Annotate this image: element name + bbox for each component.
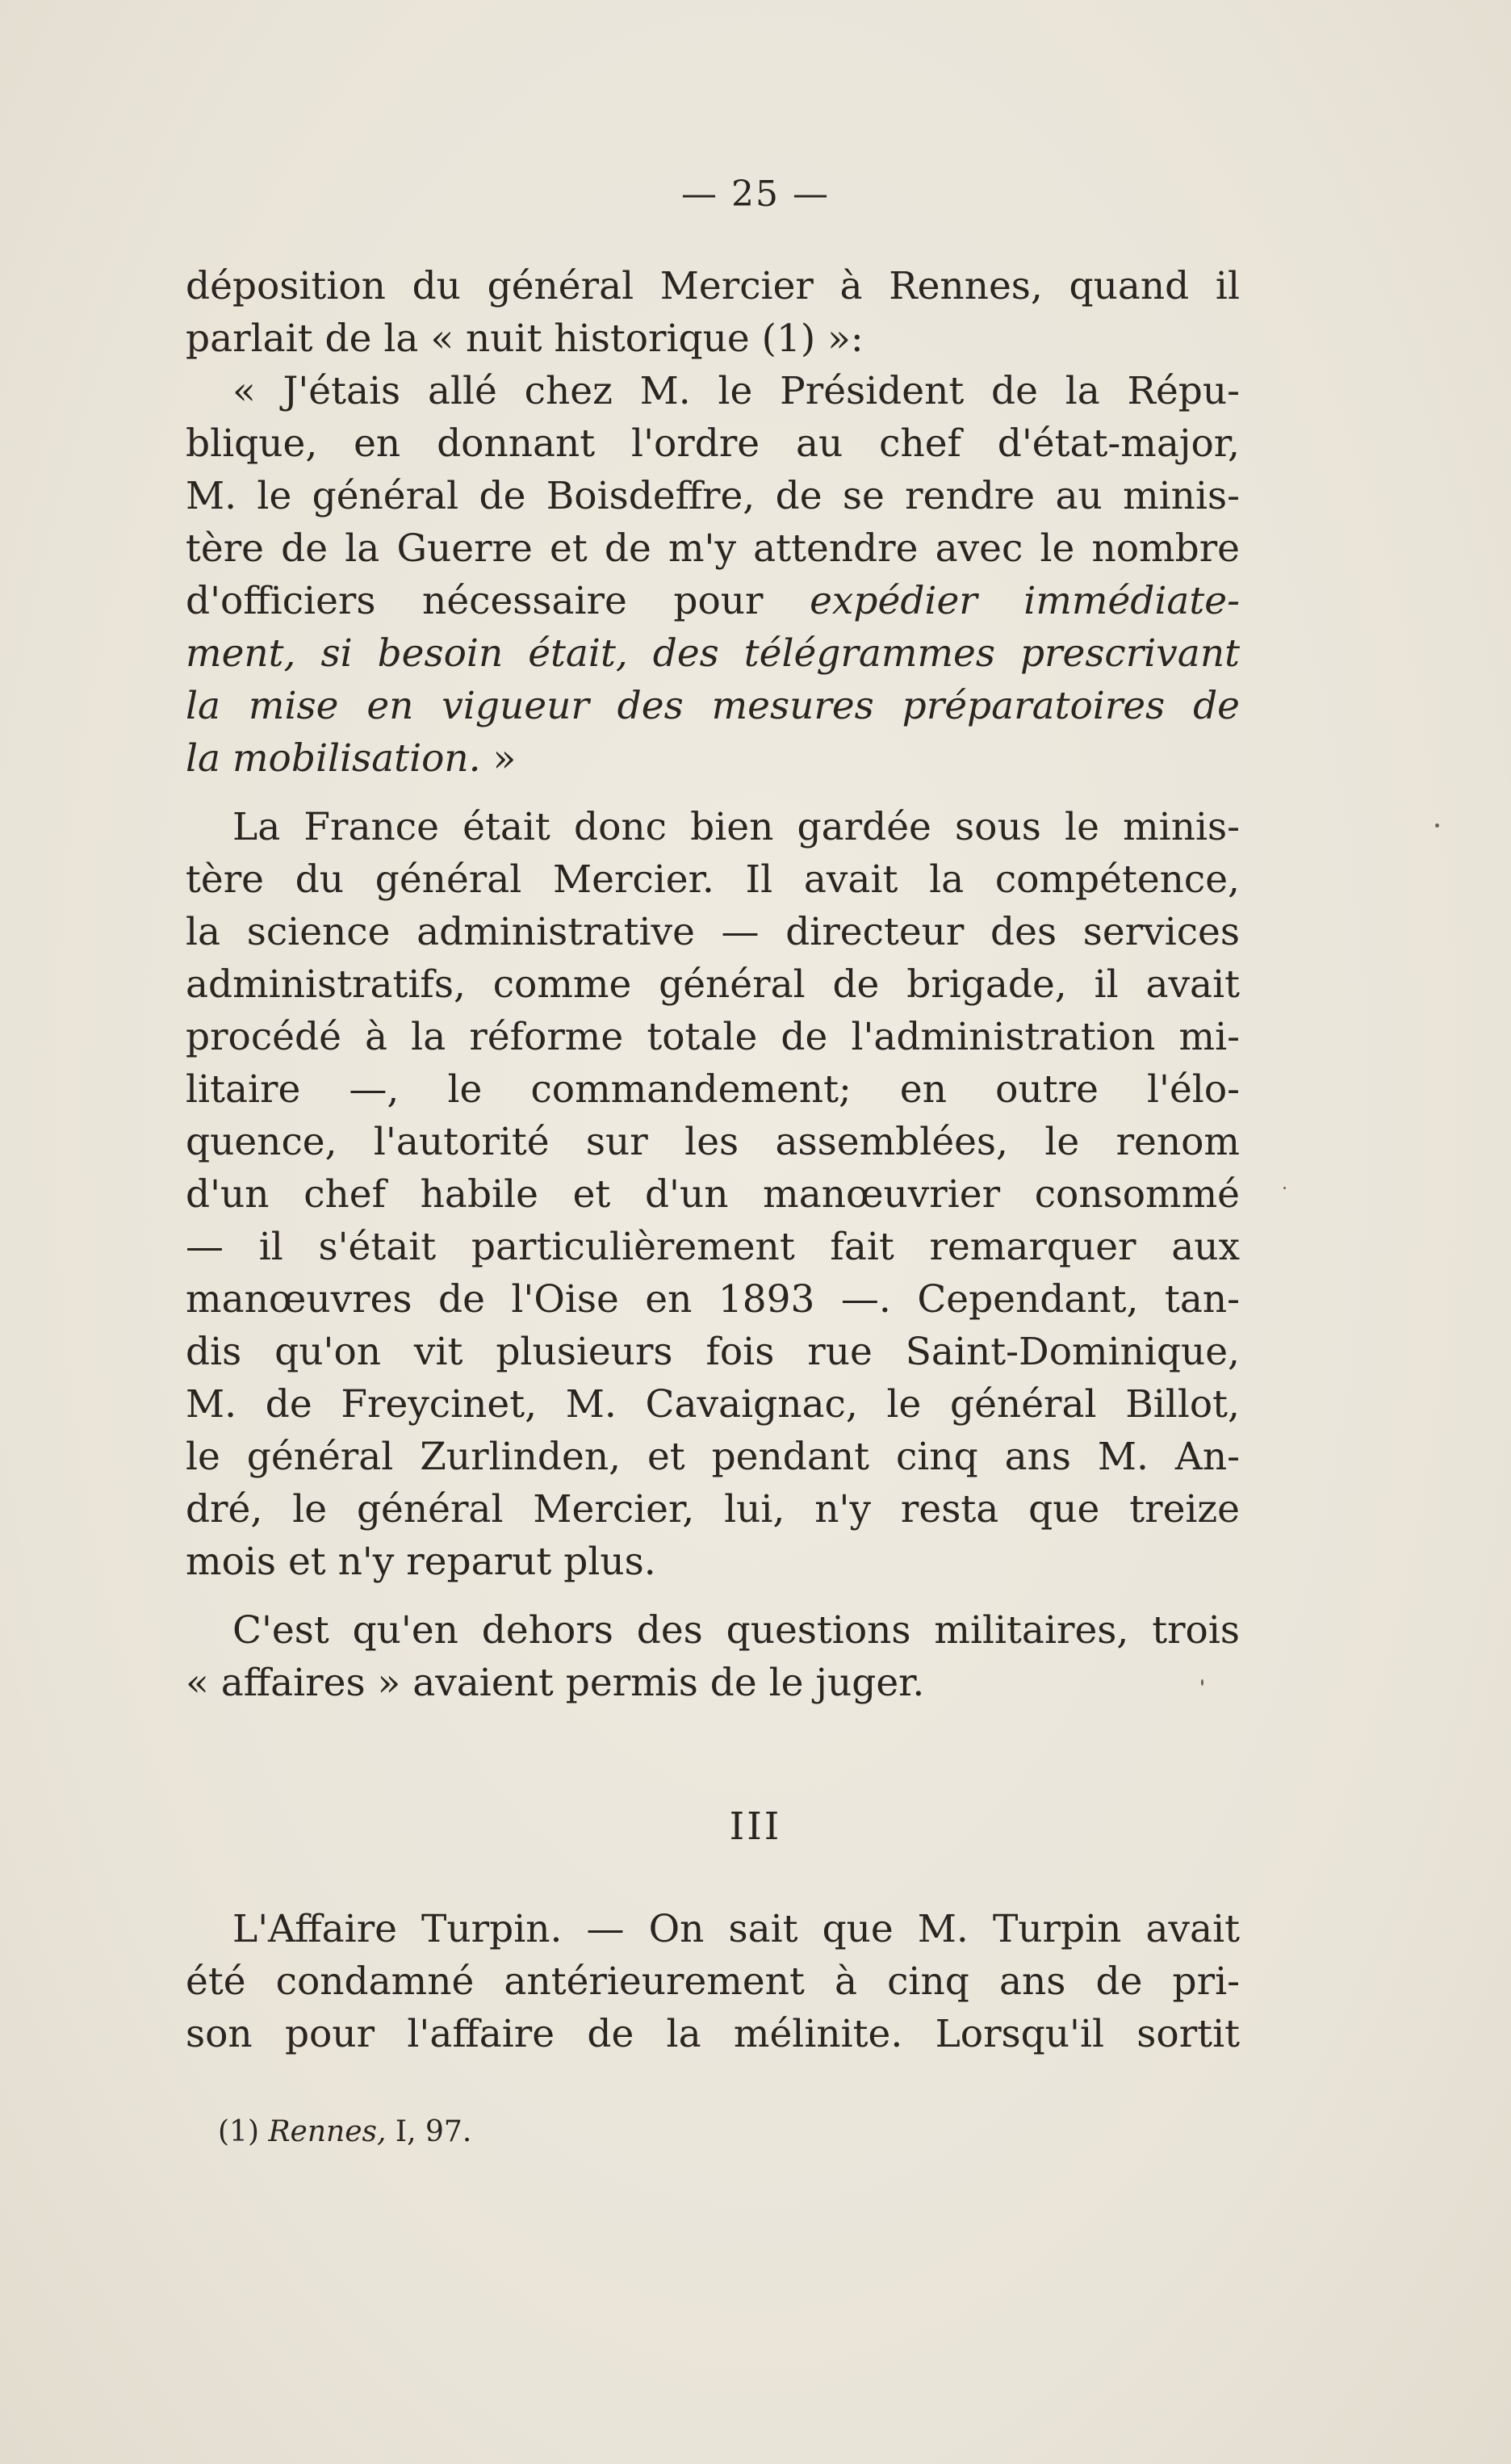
text-line: L'Affaire Turpin. — On sait que M. Turpin avait [232, 1907, 1240, 1951]
text-line: mois et n'y reparut plus. [186, 1540, 656, 1584]
paper-speck [1435, 823, 1439, 828]
section-heading: III [729, 1804, 782, 1849]
text-line: — il s'était particulièrement fait remarquer aux [186, 1225, 1240, 1269]
text-line: blique, en donnant l'ordre au chef d'état-major, [186, 421, 1240, 466]
text-line: M. de Freycinet, M. Cavaignac, le général Billot, [186, 1382, 1240, 1427]
footnote-ref: I, 97. [386, 2115, 472, 2148]
text-line: d'un chef habile et d'un manœuvrier consommé [186, 1172, 1240, 1217]
text-segment: » [480, 736, 517, 781]
footnote-marker: (1) [218, 2115, 259, 2148]
paper-speck [1283, 1187, 1286, 1189]
text-line: parlait de la « nuit historique (1) »: [186, 316, 864, 361]
text-line: dré, le général Mercier, lui, n'y resta que treize [186, 1487, 1240, 1532]
text-line: son pour l'affaire de la mélinite. Lorsqu'il sortit [186, 2012, 1240, 2056]
text-line [186, 630, 1240, 678]
italic-segment: la mobilisation. [186, 736, 481, 781]
text-line: été condamné antérieurement à cinq ans de pri- [186, 1959, 1240, 2004]
text-line: dis qu'on vit plusieurs fois rue Saint-Dominique, [186, 1330, 1240, 1374]
text-segment: d'officiers nécessaire pour [186, 579, 764, 623]
italic-segment: expédier immédiate- [810, 579, 1240, 623]
text-line: quence, l'autorité sur les assemblées, le renom [186, 1120, 1240, 1164]
page-number: — 25 — [681, 174, 830, 215]
text-line [186, 577, 1240, 626]
text-line: tère du général Mercier. Il avait la compétence, [186, 857, 1240, 902]
text-line: tère de la Guerre et de m'y attendre avec le nombre [186, 526, 1240, 571]
text-line [186, 682, 1240, 731]
text-line: la science administrative — directeur des services [186, 910, 1240, 954]
footnote [218, 2114, 471, 2151]
text-line: « affaires » avaient permis de le juger. [186, 1661, 925, 1705]
text-line: C'est qu'en dehors des questions militaires, trois [232, 1608, 1240, 1653]
text-line: administratifs, comme général de brigade, il avait [186, 962, 1240, 1007]
text-line: le général Zurlinden, et pendant cinq ans M. An- [186, 1435, 1240, 1479]
text-line: litaire —, le commandement; en outre l'élo- [186, 1067, 1240, 1112]
text-line: M. le général de Boisdeffre, de se rendre au minis- [186, 474, 1240, 518]
text-line: procédé à la réforme totale de l'administration mi- [186, 1015, 1240, 1059]
italic-segment: ment, si besoin était, des télégrammes prescrivant [186, 631, 1240, 676]
paper-speck [1201, 1679, 1203, 1686]
text-line: « J'étais allé chez M. le Président de la Répu- [232, 369, 1240, 413]
text-line [186, 735, 1240, 783]
text-line: manœuvres de l'Oise en 1893 —. Cependant, tan- [186, 1277, 1240, 1322]
footnote-source: Rennes, [268, 2115, 387, 2148]
italic-segment: la mise en vigueur des mesures préparatoires de [186, 684, 1240, 728]
text-line: déposition du général Mercier à Rennes, quand il [186, 264, 1240, 308]
text-line: La France était donc bien gardée sous le minis- [232, 805, 1240, 849]
